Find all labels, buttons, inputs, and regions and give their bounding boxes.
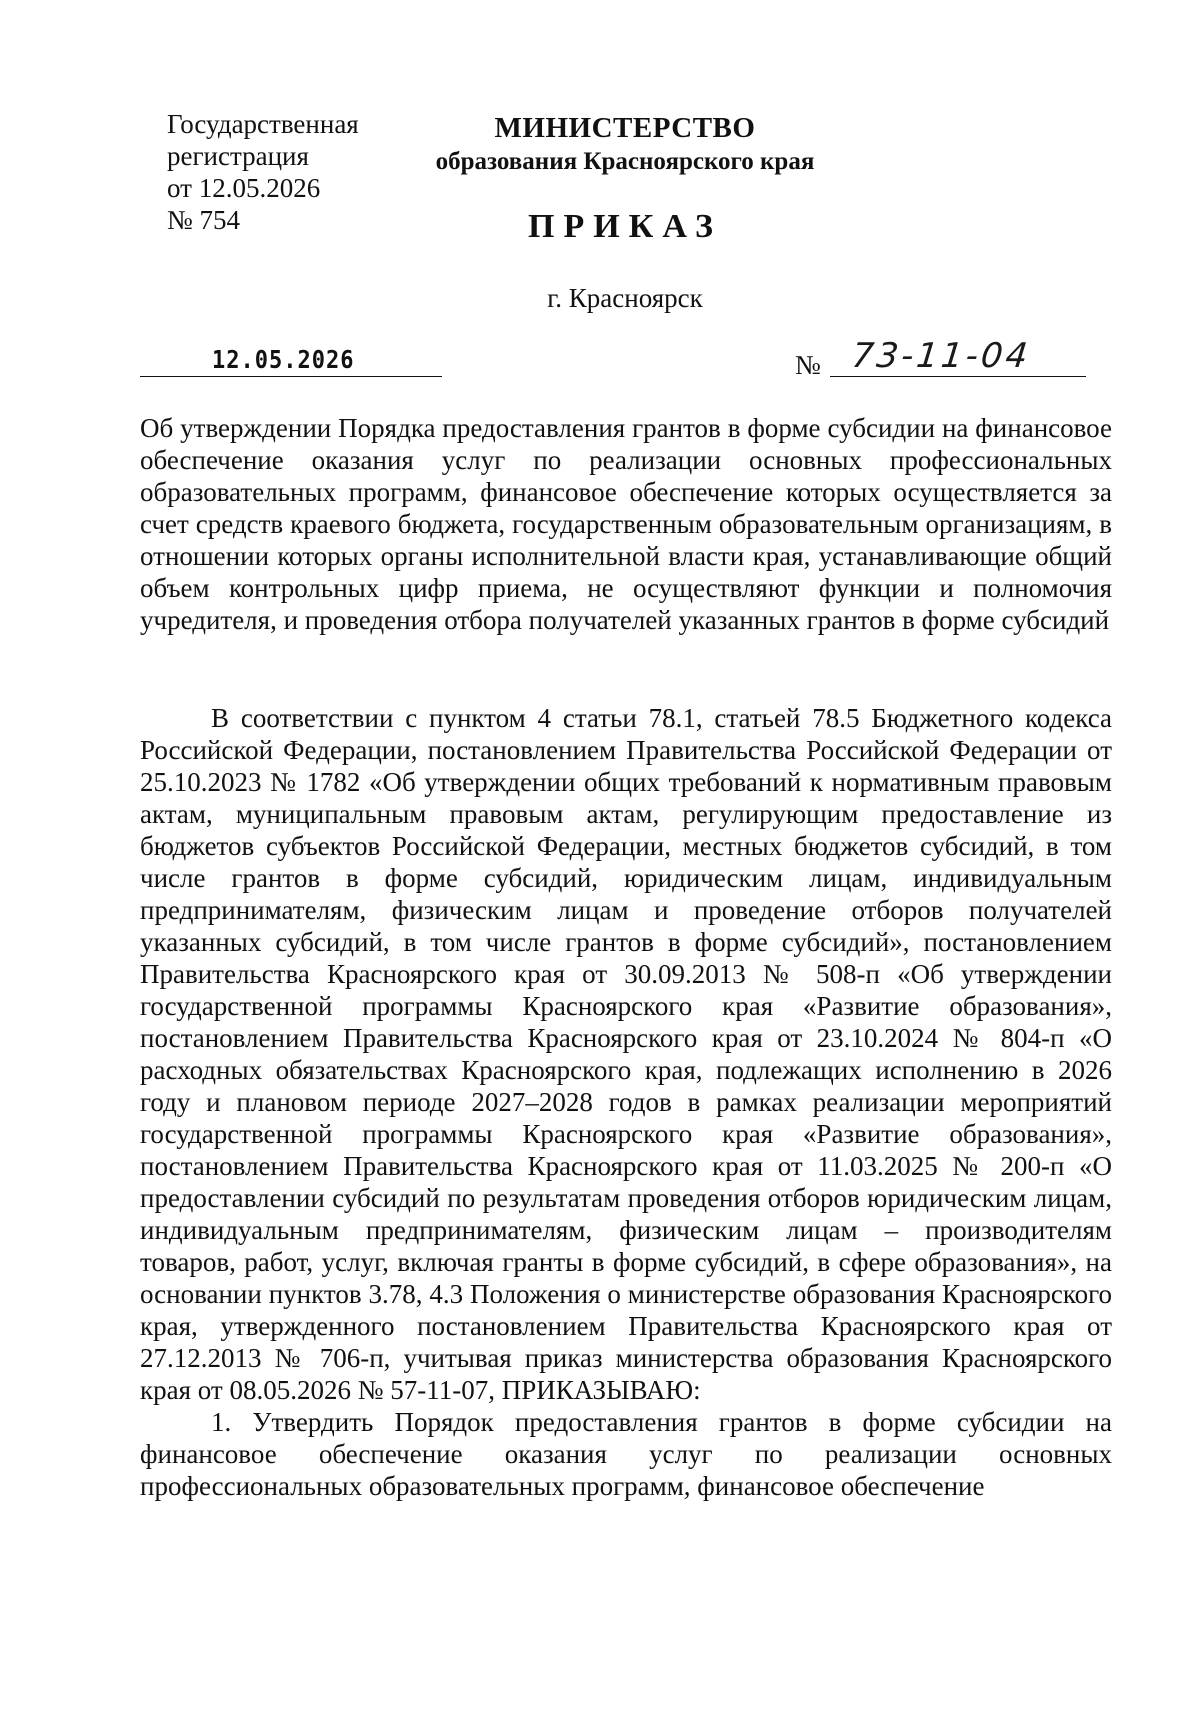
registration-stamp xyxy=(167,108,359,236)
number-underline xyxy=(830,376,1086,377)
registration-line-1: Государственная xyxy=(167,109,359,139)
order-date: 12.05.2026 xyxy=(212,346,355,375)
registration-date: от 12.05.2026 xyxy=(167,173,321,203)
order-body xyxy=(140,702,1112,1502)
body-paragraph: 1. Утвердить Порядок предоставления грантов в форме субсидии на финансовое обеспечение оказания услуг по реализации основных профессиональных образовательных программ, финансовое обеспечение xyxy=(140,1407,1112,1501)
body-paragraph: В соответствии с пунктом 4 статьи 78.1, статьей 78.5 Бюджетного кодекса Российской Федерации, постановлением Правительства Российской Федерации от 25.10.2023 № 1782 «Об утверждении общих требований к нормативным правовым актам, муниципальным правовым актам, регулирующим предоставление из бюджетов субъектов Российской Федерации, местных бюджетов субсидий, в том числе грантов в форме субсидий, юридическим лицам, индивидуальным предпринимателям, физическим лицам и проведение отборов получателей указанных субсидий, в том числе грантов в форме субсидий», постановлением Правительства Красноярского края от 30.09.2013 № 508-п «Об утверждении государственной программы Красноярского края «Развитие образования», постановлением Правительства Красноярского края от 23.10.2024 № 804-п «О расходных обязательствах Красноярского края, подлежащих исполнению в 2026 году и плановом периоде 2027–2028 годов в рамках реализации мероприятий государственной программы Красноярского края «Развитие образования», постановлением Правительства Красноярского края от 11.03.2025 № 200-п «О предоставлении субсидий по результатам проведения отборов юридическим лицам, индивидуальным предпринимателям, физическим лицам – производителям товаров, работ, услуг, включая гранты в форме субсидий, в сфере образования», на основании пунктов 3.78, 4.3 Положения о министерстве образования Красноярского края, утвержденного постановлением Правительства Красноярского края от 27.12.2013 № 706-п, учитывая приказ министерства образования Красноярского края от 08.05.2026 № 57-11-07, ПРИКАЗЫВАЮ: xyxy=(140,703,1112,1405)
ministry-subtitle: образования Красноярского края xyxy=(435,148,815,175)
date-underline xyxy=(140,376,442,377)
ministry-heading xyxy=(410,110,840,178)
order-title: Об утверждении Порядка предоставления грантов в форме субсидии на финансовое обеспечение оказания услуг по реализации основных профессиональных образовательных программ, финансовое обеспечение которых осуществляется за счет средств краевого бюджета, государственным образовательным организациям, в отношении которых органы исполнительной власти края, устанавливающие общий объем контрольных цифр приема, не осуществляют функции и полномочия учредителя, и проведения отбора получателей указанных грантов в форме субсидий xyxy=(140,413,1112,635)
order-number: 73-11-04 xyxy=(849,336,1033,376)
city-name: г. Красноярск xyxy=(547,283,703,313)
document-type: ПРИКАЗ xyxy=(528,208,722,245)
number-sign: № xyxy=(795,350,821,380)
registration-number: № 754 xyxy=(167,205,241,235)
registration-line-2: регистрация xyxy=(167,141,309,171)
ministry-title: МИНИСТЕРСТВО xyxy=(494,112,756,144)
